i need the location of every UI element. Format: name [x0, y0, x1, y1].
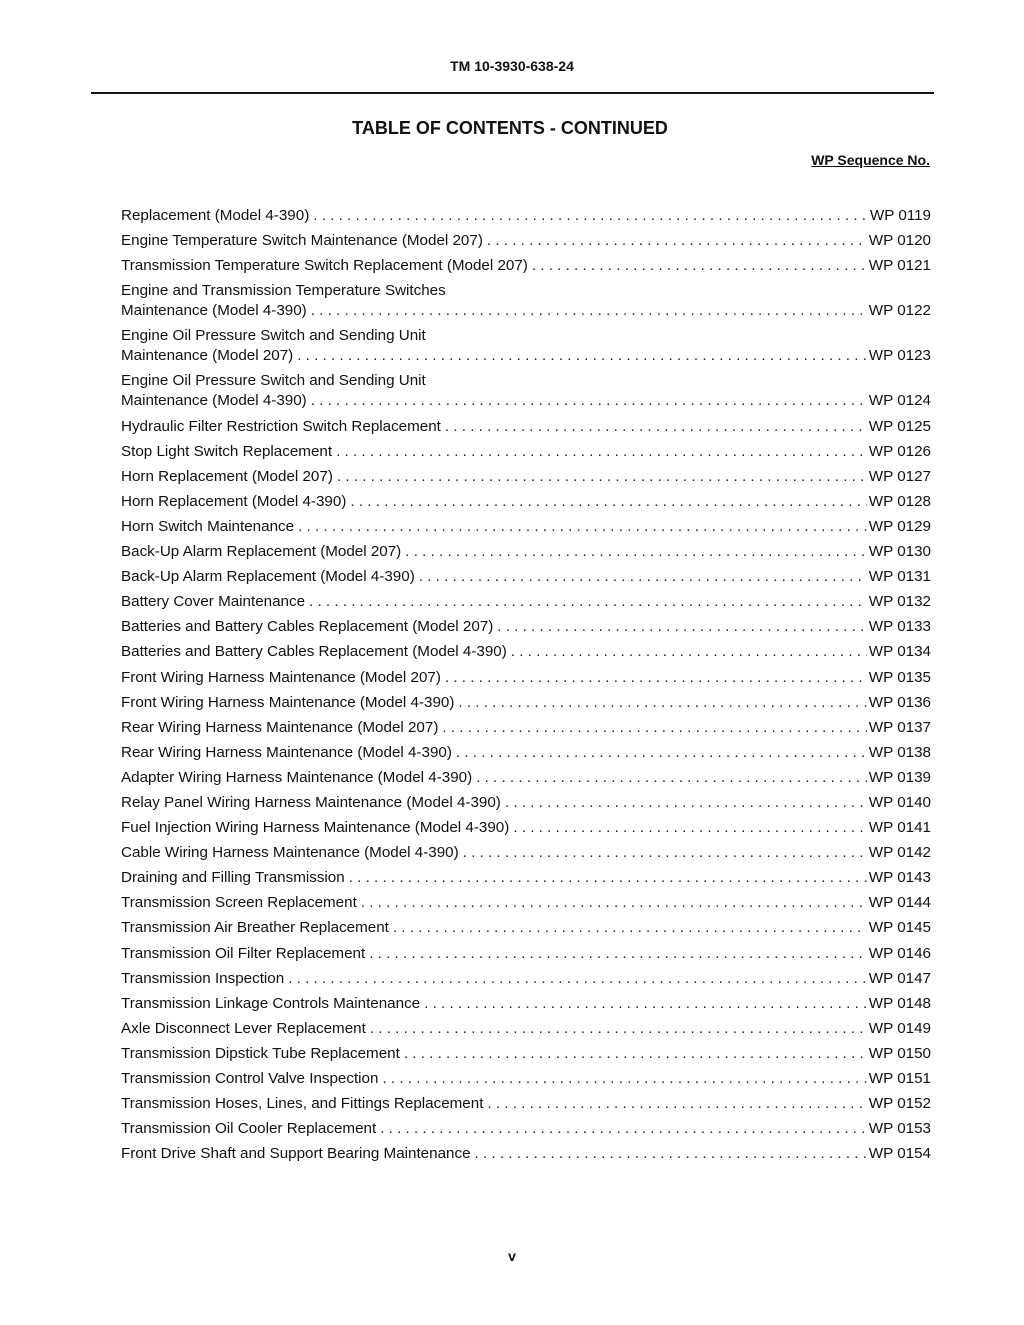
dot-leader: [445, 668, 867, 688]
toc-entry[interactable]: [121, 492, 931, 512]
dot-leader: [463, 843, 867, 863]
toc-entry[interactable]: [121, 743, 931, 763]
dot-leader: [497, 617, 867, 637]
dot-leader: [298, 517, 867, 537]
toc-entry[interactable]: [121, 843, 931, 863]
toc-entry[interactable]: [121, 642, 931, 662]
toc-entry-title: Engine Temperature Switch Maintenance (Model 207): [121, 232, 483, 250]
dot-leader: [311, 301, 867, 321]
dot-leader: [380, 1119, 867, 1139]
dot-leader: [456, 743, 867, 763]
toc-entry-title: Draining and Filling Transmission: [121, 869, 345, 887]
toc-entry-title: Axle Disconnect Lever Replacement: [121, 1019, 366, 1037]
wp-sequence-number: WP 0122: [868, 302, 931, 320]
wp-sequence-number: WP 0131: [868, 568, 931, 586]
dot-leader: [350, 492, 866, 512]
toc-entry[interactable]: [121, 1094, 931, 1114]
wp-sequence-number: WP 0139: [868, 768, 931, 786]
toc-entry-title: Batteries and Battery Cables Replacement (Model 4-390): [121, 643, 507, 661]
toc-entry-title: Transmission Temperature Switch Replacement (Model 207): [121, 257, 528, 275]
wp-sequence-number: WP 0145: [868, 919, 931, 937]
header-divider: [91, 92, 934, 94]
page-number: v: [508, 1248, 516, 1264]
document-id: TM 10-3930-638-24: [450, 58, 574, 74]
toc-entry-title: Front Wiring Harness Maintenance (Model 4-390): [121, 693, 455, 711]
toc-entry-title: Maintenance (Model 4-390): [121, 302, 307, 320]
wp-sequence-number: WP 0128: [868, 492, 931, 510]
dot-leader: [505, 793, 867, 813]
toc-entry[interactable]: [121, 467, 931, 487]
toc-entry-title: Cable Wiring Harness Maintenance (Model 4-390): [121, 844, 459, 862]
toc-entry[interactable]: [121, 1119, 931, 1139]
toc-entry-title: Rear Wiring Harness Maintenance (Model 207): [121, 718, 439, 736]
toc-entry[interactable]: [121, 542, 931, 562]
table-of-contents-list: [121, 206, 931, 1169]
wp-sequence-number: WP 0149: [868, 1019, 931, 1037]
toc-entry[interactable]: [121, 256, 931, 276]
toc-entry-title: Rear Wiring Harness Maintenance (Model 4-390): [121, 743, 452, 761]
toc-entry-title: Front Drive Shaft and Support Bearing Maintenance: [121, 1145, 471, 1163]
toc-entry-title: Transmission Linkage Controls Maintenance: [121, 994, 421, 1012]
dot-leader: [487, 231, 867, 251]
dot-leader: [532, 256, 867, 276]
wp-sequence-number: WP 0152: [868, 1095, 931, 1113]
dot-leader: [311, 391, 867, 411]
toc-entry[interactable]: [121, 517, 931, 537]
toc-entry-title: Engine Oil Pressure Switch and Sending Unit: [121, 327, 426, 345]
toc-entry[interactable]: [121, 326, 931, 366]
toc-entry[interactable]: [121, 1019, 931, 1039]
toc-entry[interactable]: [121, 944, 931, 964]
toc-entry-title: Battery Cover Maintenance: [121, 593, 306, 611]
toc-entry[interactable]: [121, 592, 931, 612]
toc-entry-title: Horn Switch Maintenance: [121, 517, 295, 535]
toc-entry-title: Transmission Oil Cooler Replacement: [121, 1120, 377, 1138]
wp-sequence-number: WP 0120: [868, 232, 931, 250]
wp-sequence-number: WP 0126: [868, 442, 931, 460]
toc-entry[interactable]: [121, 994, 931, 1014]
dot-leader: [361, 893, 867, 913]
dot-leader: [382, 1069, 866, 1089]
toc-entry-title: Engine and Transmission Temperature Switches: [121, 282, 446, 300]
toc-entry[interactable]: [121, 893, 931, 913]
dot-leader: [405, 542, 867, 562]
toc-entry[interactable]: [121, 768, 931, 788]
dot-leader: [476, 768, 867, 788]
wp-sequence-number: WP 0134: [868, 643, 931, 661]
toc-entry-title: Transmission Oil Filter Replacement: [121, 944, 366, 962]
dot-leader: [445, 417, 867, 437]
dot-leader: [487, 1094, 866, 1114]
wp-sequence-number: WP 0121: [868, 257, 931, 275]
wp-sequence-number: WP 0151: [868, 1070, 931, 1087]
toc-entry[interactable]: [121, 868, 931, 888]
toc-entry-title: Maintenance (Model 207): [121, 347, 294, 365]
dot-leader: [349, 868, 867, 888]
page-title: TABLE OF CONTENTS - CONTINUED: [352, 118, 668, 138]
dot-leader: [458, 693, 866, 713]
dot-leader: [424, 994, 867, 1014]
toc-entry-title: Transmission Hoses, Lines, and Fittings Replacement: [121, 1095, 484, 1113]
toc-entry-title: Fuel Injection Wiring Harness Maintenance (Model 4-390): [121, 819, 510, 837]
toc-entry-title: Horn Replacement (Model 4-390): [121, 492, 347, 510]
wp-sequence-number: WP 0123: [868, 347, 931, 365]
toc-entry[interactable]: [121, 417, 931, 437]
wp-sequence-number: WP 0148: [868, 994, 931, 1012]
wp-sequence-number: WP 0133: [868, 618, 931, 636]
toc-entry[interactable]: [121, 918, 931, 938]
toc-entry-title: Relay Panel Wiring Harness Maintenance (Model 4-390): [121, 793, 501, 811]
toc-entry[interactable]: [121, 1044, 931, 1064]
dot-leader: [419, 567, 867, 587]
toc-entry-title: Maintenance (Model 4-390): [121, 392, 307, 410]
wp-sequence-number: WP 0127: [868, 467, 931, 485]
dot-leader: [369, 944, 867, 964]
toc-entry[interactable]: [121, 617, 931, 637]
toc-entry[interactable]: [121, 693, 931, 713]
toc-entry-title: Replacement (Model 4-390): [121, 207, 310, 224]
dot-leader: [313, 206, 868, 226]
toc-entry[interactable]: [121, 1144, 931, 1164]
wp-sequence-number: WP 0140: [868, 793, 931, 811]
toc-entry-title: Horn Replacement (Model 207): [121, 467, 333, 485]
toc-entry-title: Engine Oil Pressure Switch and Sending Unit: [121, 372, 426, 390]
toc-entry[interactable]: [121, 281, 931, 321]
toc-entry-title: Adapter Wiring Harness Maintenance (Model 4-390): [121, 768, 473, 786]
wp-sequence-number: WP 0125: [868, 417, 931, 435]
wp-sequence-number: WP 0129: [868, 517, 931, 535]
wp-sequence-column-header: WP Sequence No.: [811, 152, 930, 168]
wp-sequence-number: WP 0119: [869, 207, 931, 224]
toc-entry[interactable]: [121, 231, 931, 251]
toc-entry-title: Batteries and Battery Cables Replacement (Model 207): [121, 618, 494, 636]
dot-leader: [370, 1019, 867, 1039]
toc-entry-title: Transmission Control Valve Inspection: [121, 1070, 379, 1087]
toc-entry[interactable]: [121, 969, 931, 989]
wp-sequence-number: WP 0124: [868, 392, 931, 410]
toc-entry[interactable]: [121, 567, 931, 587]
wp-sequence-number: WP 0150: [868, 1044, 931, 1062]
toc-entry-title: Front Wiring Harness Maintenance (Model 207): [121, 668, 441, 686]
wp-sequence-number: WP 0144: [868, 894, 931, 912]
wp-sequence-number: WP 0130: [868, 543, 931, 561]
toc-entry[interactable]: [121, 1069, 931, 1089]
dot-leader: [337, 467, 867, 487]
dot-leader: [442, 718, 866, 738]
toc-entry[interactable]: [121, 668, 931, 688]
wp-sequence-number: WP 0138: [868, 743, 931, 761]
wp-sequence-number: WP 0137: [868, 718, 931, 736]
toc-entry-title: Stop Light Switch Replacement: [121, 442, 333, 460]
wp-sequence-number: WP 0135: [868, 668, 931, 686]
wp-sequence-number: WP 0154: [868, 1145, 931, 1163]
toc-entry-title: Transmission Dipstick Tube Replacement: [121, 1044, 400, 1062]
toc-entry[interactable]: [121, 442, 931, 462]
wp-sequence-number: WP 0146: [868, 944, 931, 962]
dot-leader: [513, 818, 866, 838]
wp-sequence-number: WP 0153: [868, 1120, 931, 1138]
dot-leader: [309, 592, 867, 612]
dot-leader: [404, 1044, 867, 1064]
toc-entry-title: Back-Up Alarm Replacement (Model 207): [121, 543, 402, 561]
toc-entry-title: Transmission Screen Replacement: [121, 894, 357, 912]
dot-leader: [511, 642, 867, 662]
toc-entry-title: Back-Up Alarm Replacement (Model 4-390): [121, 568, 415, 586]
wp-sequence-number: WP 0142: [868, 844, 931, 862]
dot-leader: [336, 442, 867, 462]
toc-entry[interactable]: [121, 371, 931, 411]
dot-leader: [393, 918, 867, 938]
toc-entry-title: Transmission Inspection: [121, 969, 285, 987]
toc-entry-title: Transmission Air Breather Replacement: [121, 919, 389, 937]
wp-sequence-number: WP 0132: [868, 593, 931, 611]
toc-entry[interactable]: [121, 818, 931, 838]
toc-entry[interactable]: [121, 206, 931, 226]
wp-sequence-number: WP 0143: [868, 869, 931, 887]
toc-entry-title: Hydraulic Filter Restriction Switch Replacement: [121, 417, 441, 435]
dot-leader: [475, 1144, 867, 1164]
wp-sequence-number: WP 0147: [868, 969, 931, 987]
wp-sequence-number: WP 0136: [868, 693, 931, 711]
toc-entry[interactable]: [121, 793, 931, 813]
wp-sequence-number: WP 0141: [868, 819, 931, 837]
dot-leader: [288, 969, 867, 989]
toc-entry[interactable]: [121, 718, 931, 738]
dot-leader: [297, 346, 867, 366]
